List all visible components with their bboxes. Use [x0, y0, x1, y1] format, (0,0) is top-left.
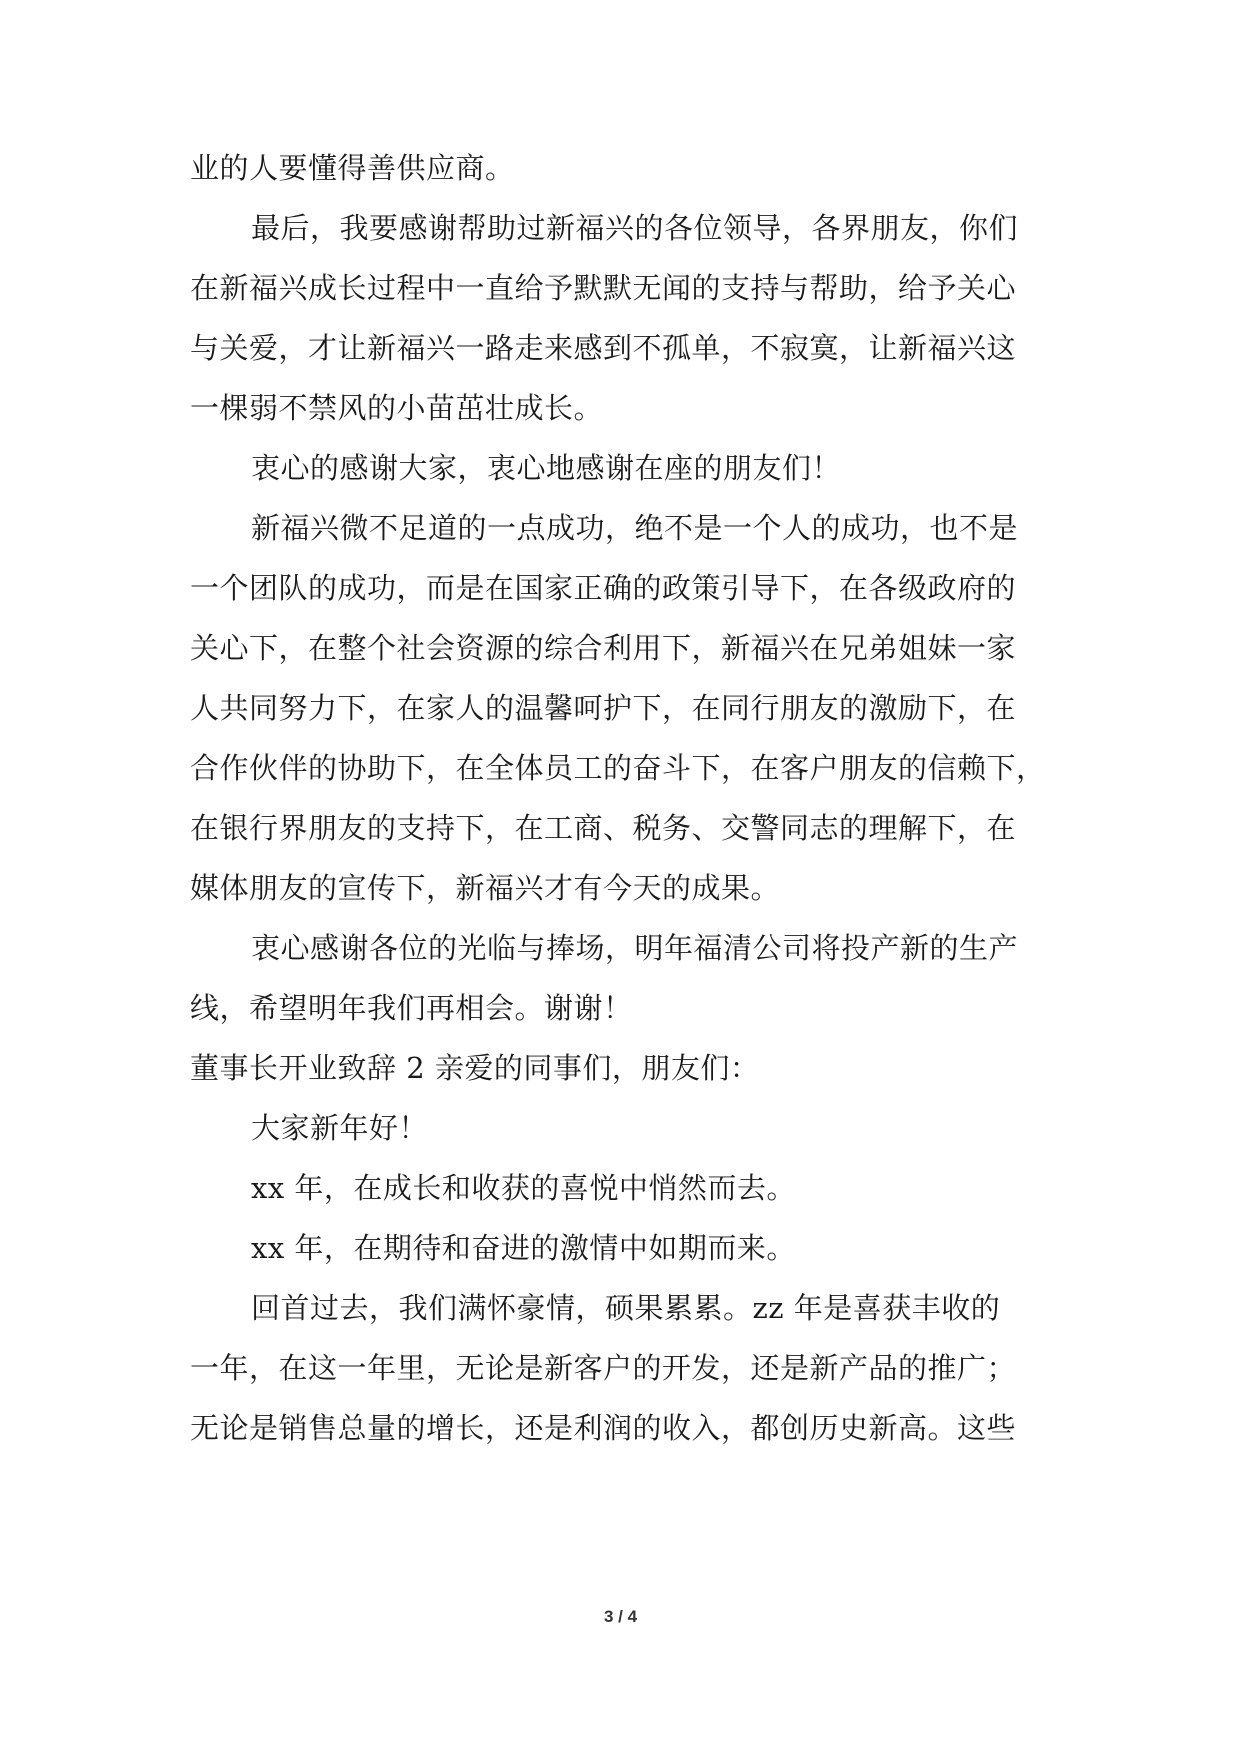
text-line: 线，希望明年我们再相会。谢谢！	[190, 991, 633, 1025]
section-heading: 董事长开业致辞 2 亲爱的同事们，朋友们：	[190, 1051, 760, 1085]
paragraph-start: 回首过去，我们满怀豪情，硕果累累。zz 年是喜获丰收的	[251, 1291, 1001, 1325]
paragraph-start: 大家新年好！	[251, 1111, 429, 1145]
text-line: 媒体朋友的宣传下，新福兴才有今天的成果。	[190, 871, 781, 905]
paragraph-start: 新福兴微不足道的一点成功，绝不是一个人的成功，也不是	[251, 511, 1019, 545]
text-line: 无论是销售总量的增长，还是利润的收入，都创历史新高。这些	[190, 1411, 1017, 1445]
text-line: 在新福兴成长过程中一直给予默默无闻的支持与帮助，给予关心	[190, 271, 1017, 305]
page-number: 3 / 4	[603, 1607, 638, 1626]
paragraph-start: 衷心感谢各位的光临与捧场，明年福清公司将投产新的生产	[251, 931, 1019, 965]
paragraph-start: 最后，我要感谢帮助过新福兴的各位领导，各界朋友，你们	[251, 211, 1019, 245]
text-line: 一棵弱不禁风的小苗茁壮成长。	[190, 391, 604, 425]
text-line: 在银行界朋友的支持下，在工商、税务、交警同志的理解下，在	[190, 811, 1017, 845]
text-line: 合作伙伴的协助下，在全体员工的奋斗下，在客户朋友的信赖下，	[190, 751, 1046, 785]
paragraph-start: 衷心的感谢大家，衷心地感谢在座的朋友们！	[251, 451, 842, 485]
text-line: 一个团队的成功，而是在国家正确的政策引导下，在各级政府的	[190, 571, 1017, 605]
text-line: 人共同努力下，在家人的温馨呵护下，在同行朋友的激励下，在	[190, 691, 1017, 725]
text-line: 与关爱，才让新福兴一路走来感到不孤单，不寂寞，让新福兴这	[190, 331, 1017, 365]
paragraph-start: xx 年，在成长和收获的喜悦中悄然而去。	[251, 1171, 796, 1205]
text-line: 关心下，在整个社会资源的综合利用下，新福兴在兄弟姐妹一家	[190, 631, 1017, 665]
text-line: 一年，在这一年里，无论是新客户的开发，还是新产品的推广；	[190, 1351, 1017, 1385]
paragraph-start: xx 年，在期待和奋进的激情中如期而来。	[251, 1231, 796, 1265]
text-line: 业的人要懂得善供应商。	[190, 151, 515, 185]
